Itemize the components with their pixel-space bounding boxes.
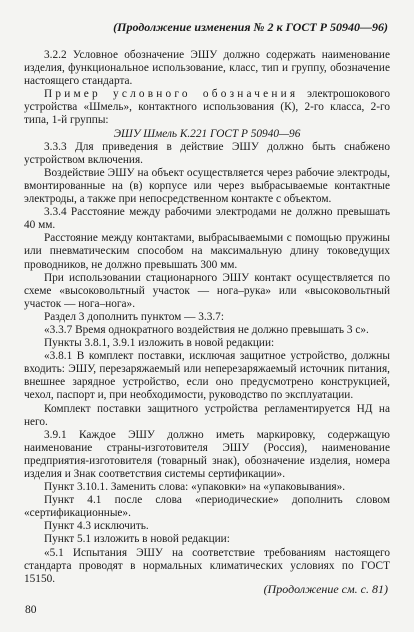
- paragraph: Пункт 5.1 изложить в новой редакции:: [44, 533, 230, 546]
- example-lead: Пример условного обозначения: [44, 88, 299, 101]
- paragraph-text: электрошокового устройства «Шмель», контактного использования (К), 2-го класса, 2-го типа, 1-й группы:: [24, 88, 390, 127]
- paragraph: Пункт 3.10.1. Заменить слова: «упаковки» на «упаковывания».: [44, 481, 346, 494]
- paragraph: «5.1 Испытания ЭШУ на соответствие требованиям настоящего стандарта проводят в нормальных климатических условиях по ГОСТ 15150.: [24, 546, 390, 585]
- document-body: [24, 49, 390, 586]
- paragraph: «3.3.7 Время однократного воздействия не должно превышать 3 с».: [44, 323, 369, 336]
- paragraph: 3.3.4 Расстояние между рабочими электродами не должно превышать 40 мм.: [24, 206, 390, 232]
- paragraph: При использовании стационарного ЭШУ контакт осуществляется по схеме «высоковольтный участок — нога–рука» или «высоковольтный участок — нога–нога».: [24, 271, 390, 310]
- designation-example: ЭШУ Шмель К.221 ГОСТ Р 50940—96: [113, 127, 301, 140]
- paragraph: 3.3.3 Для приведения в действие ЭШУ должно быть снабжено устройством включения.: [24, 140, 390, 166]
- paragraph: Раздел 3 дополнить пунктом — 3.3.7:: [44, 310, 224, 323]
- paragraph: 3.9.1 Каждое ЭШУ должно иметь маркировку, содержащую наименование страны-изготовителя ЭШУ (Россия), наименование предприятия-изготовителя (товарный знак), обозначение изделия, номера изделия и Знак соответствия системы сертификации».: [24, 428, 390, 480]
- paragraph: Расстояние между контактами, выбрасываемыми с помощью пружины или пневматическим способом на максимальную длину токоведущих проводников, не должно превышать 300 мм.: [24, 232, 390, 271]
- paragraph: Пункты 3.8.1, 3.9.1 изложить в новой редакции:: [44, 337, 275, 350]
- paragraph: «3.8.1 В комплект поставки, исключая защитное устройство, должны входить: ЭШУ, перезаряжаемый или неперезаряжаемый источник питания, внешнее зарядное устройство, если оно предусмотрено конструкцией, чехол, паспорт и, при необходимости, руководство по эксплуатации.: [24, 350, 390, 402]
- paragraph: Пункт 4.1 после слова «периодические» дополнить словом «сертификационные».: [24, 494, 390, 520]
- paragraph: Комплект поставки защитного устройства регламентируется НД на него.: [24, 402, 390, 428]
- paragraph: 3.2.2 Условное обозначение ЭШУ должно содержать наименование изделия, функциональное использование, класс, тип и группу, обозначение настоящего стандарта.: [24, 49, 390, 88]
- paragraph: Воздействие ЭШУ на объект осуществляется через рабочие электроды, вмонтированные на (в) корпусе или через выбрасываемые контактные электроды, а также при непосредственном контакте с объектом.: [24, 166, 390, 206]
- paragraph: [24, 88, 390, 127]
- page-header: (Продолжение изменения № 2 к ГОСТ Р 50940—96): [113, 20, 388, 34]
- continuation-note: (Продолжение см. с. 81): [263, 582, 388, 596]
- page-number: 80: [25, 604, 37, 616]
- paragraph: Пункт 4.3 исключить.: [44, 520, 149, 533]
